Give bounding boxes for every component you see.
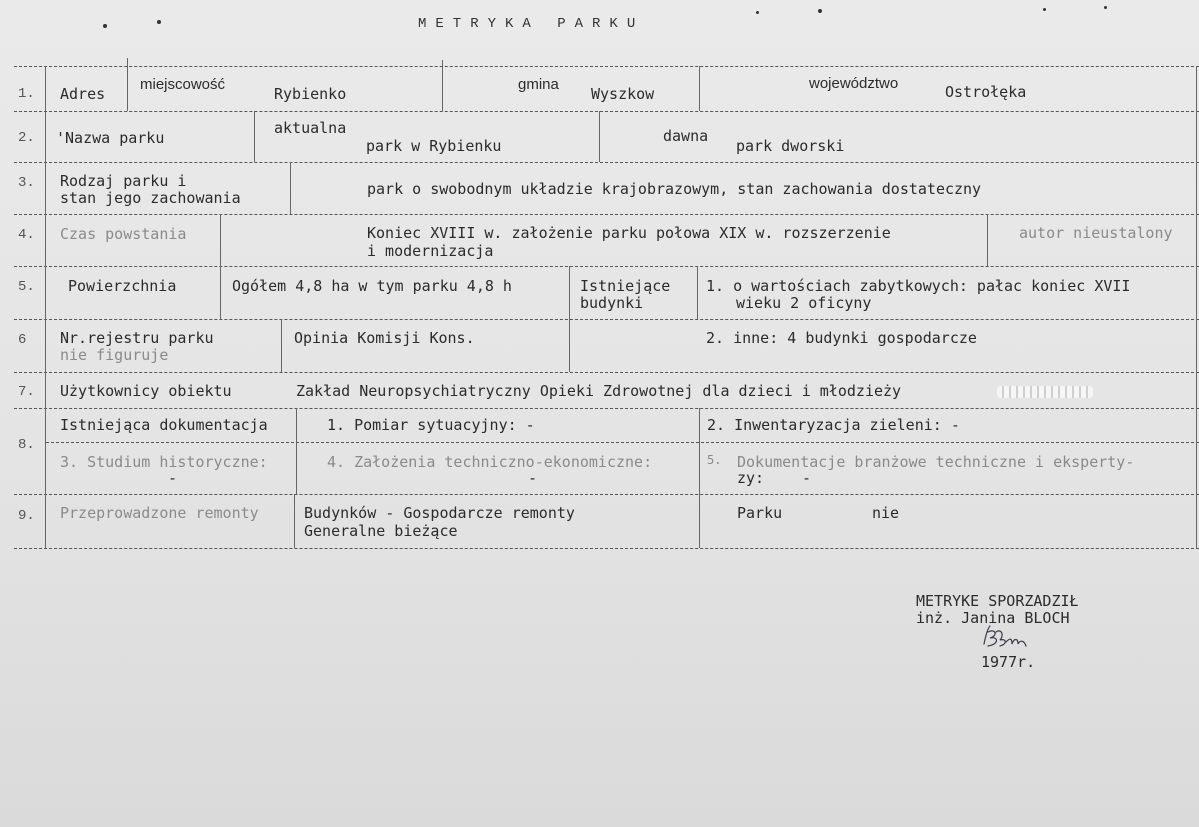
column-divider	[220, 266, 221, 319]
branch-docs-line2: zy:	[737, 469, 765, 487]
speck	[818, 9, 822, 13]
speck	[157, 20, 161, 24]
commune-value: Wyszkow	[591, 85, 655, 103]
creation-time-line1: Koniec XVIII w. założenie parku połowa XIX w. rozszerzenie	[367, 224, 891, 242]
row-number: 3.	[18, 175, 35, 191]
area-label: Powierzchnia	[68, 277, 177, 295]
speck	[103, 24, 107, 28]
park-repairs-value: nie	[872, 504, 900, 522]
row-number: 6	[18, 332, 27, 348]
area-value: Ogółem 4,8 ha w tym parku 4,8 h	[232, 277, 512, 295]
row-number: 2.	[18, 130, 35, 146]
column-divider	[699, 494, 700, 548]
column-divider	[294, 494, 295, 548]
commission-opinion-label: Opinia Komisji Kons.	[294, 329, 475, 347]
handwritten-signature	[978, 622, 1034, 652]
repairs-label: Przeprowadzone remonty	[60, 504, 259, 522]
document-title: METRYKA PARKU	[418, 16, 645, 32]
branch-docs-line1: Dokumentacje branżowe techniczne i eksperty-	[737, 453, 1135, 471]
column-divider	[127, 58, 128, 111]
registry-label: Nr.rejestru parku	[60, 329, 214, 347]
voivodeship-value: Ostrołęka	[945, 83, 1027, 101]
greenery-inventory-value: 2. Inwentaryzacja zieleni: -	[707, 416, 960, 434]
column-divider	[569, 266, 570, 372]
current-name-value: park w Rybienku	[366, 137, 502, 155]
row-divider	[14, 266, 1199, 267]
year: 1977r.	[981, 653, 1036, 671]
row-number: 5.	[18, 279, 35, 295]
survey-value: 1. Pomiar sytuacyjny: -	[327, 416, 535, 434]
column-divider	[442, 60, 443, 111]
speck	[1043, 8, 1046, 11]
historic-buildings-line2: wieku 2 oficyny	[736, 294, 872, 312]
speck	[756, 11, 759, 14]
address-label: Adres	[60, 85, 106, 103]
users-value: Zakład Neuropsychiatryczny Opieki Zdrowotnej dla dzieci i młodzieży	[296, 382, 902, 400]
historical-study-value: -	[168, 469, 178, 487]
column-divider	[987, 214, 988, 266]
branch-docs-number: 5.	[707, 453, 722, 467]
place-value: Rybienko	[274, 85, 347, 103]
park-repairs-label: Parku	[737, 504, 783, 522]
column-divider	[699, 66, 700, 111]
row-number: 4.	[18, 227, 35, 243]
smudge	[997, 386, 1093, 398]
users-label: Użytkownicy obiektu	[60, 382, 232, 400]
column-divider	[254, 111, 255, 162]
former-name-label: dawna	[663, 127, 709, 145]
former-name-value: park dworski	[736, 137, 845, 155]
column-divider	[281, 319, 282, 372]
column-divider	[1196, 66, 1197, 548]
historical-study-label: 3. Studium historyczne:	[60, 453, 268, 471]
place-label: miejscowość	[140, 76, 226, 93]
row-divider	[14, 408, 1199, 409]
speck	[1104, 6, 1107, 9]
prepared-by-label: METRYKE SPORZADZIŁ	[916, 592, 1079, 610]
row-divider	[14, 162, 1199, 163]
creation-time-line2: i modernizacja	[367, 242, 494, 260]
row-divider	[14, 66, 1199, 67]
building-repairs-line2: Generalne bieżące	[304, 522, 458, 540]
column-divider	[220, 214, 221, 266]
row-divider	[14, 319, 1199, 320]
row-number: 8.	[18, 437, 35, 453]
park-name-label: 'Nazwa parku	[56, 129, 165, 147]
current-name-label: aktualna	[274, 119, 347, 137]
creation-time-label: Czas powstania	[60, 225, 187, 243]
park-type-label-line2: stan jego zachowania	[60, 189, 241, 207]
row-divider	[14, 214, 1199, 215]
other-buildings-value: 2. inne: 4 budynki gospodarcze	[706, 329, 977, 347]
author-value: autor nieustalony	[1019, 224, 1173, 242]
park-type-value: park o swobodnym układzie krajobrazowym, stan zachowania dostateczny	[367, 180, 982, 198]
column-divider	[290, 162, 291, 214]
registry-value: nie figuruje	[60, 346, 169, 364]
voivodeship-label: województwo	[809, 75, 899, 92]
row-divider	[46, 442, 1199, 443]
column-divider	[296, 408, 297, 494]
row-number: 1.	[18, 86, 35, 102]
technical-assumptions-value: -	[528, 469, 538, 487]
buildings-label-line1: Istniejące	[580, 277, 671, 295]
documentation-label: Istniejąca dokumentacja	[60, 416, 268, 434]
row-divider	[14, 111, 1199, 112]
branch-docs-value: -	[802, 469, 812, 487]
row-divider	[14, 548, 1199, 549]
column-divider	[599, 111, 600, 162]
row-divider	[14, 494, 1199, 495]
row-divider	[14, 372, 1199, 373]
column-divider	[45, 66, 46, 548]
column-divider	[699, 408, 700, 494]
buildings-label-line2: budynki	[580, 294, 644, 312]
historic-buildings-line1: 1. o wartościach zabytkowych: pałac koniec XVII	[706, 277, 1131, 295]
row-number: 9.	[18, 508, 35, 524]
commune-label: gmina	[518, 76, 559, 93]
building-repairs-line1: Budynków - Gospodarcze remonty	[304, 504, 575, 522]
park-type-label-line1: Rodzaj parku i	[60, 172, 187, 190]
preparer-name: inż. Janina BLOCH	[916, 609, 1070, 627]
row-number: 7.	[18, 384, 35, 400]
column-divider	[697, 266, 698, 319]
technical-assumptions-label: 4. Założenia techniczno-ekonomiczne:	[327, 453, 653, 471]
